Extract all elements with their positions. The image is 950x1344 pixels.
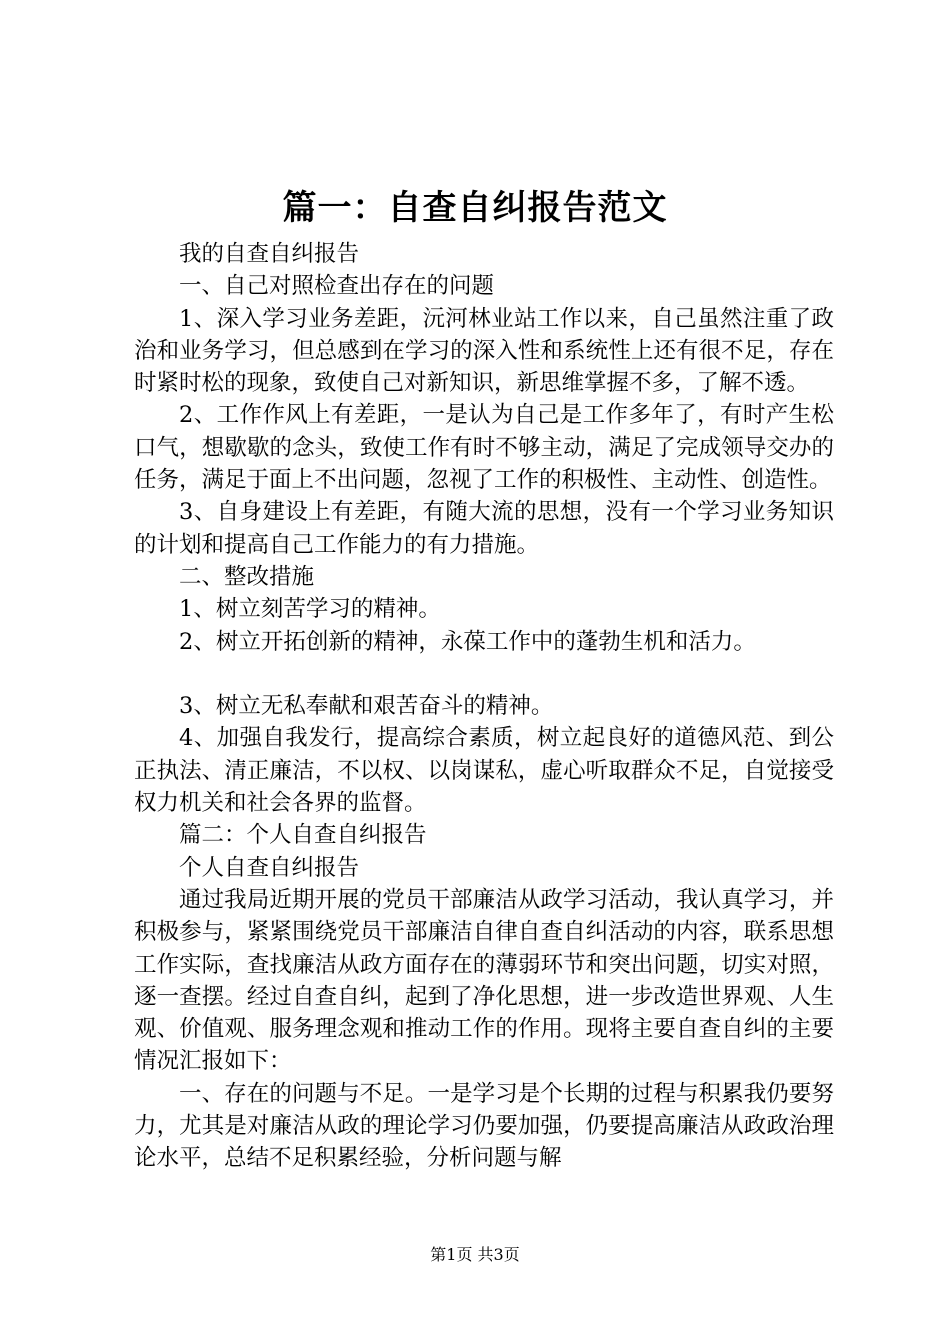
paragraph: 个人自查自纠报告 — [179, 854, 360, 881]
paragraph: 3、树立无私奉献和艰苦奋斗的精神。 — [179, 693, 554, 720]
paragraph: 1、深入学习业务差距，沅河林业站工作以来，自己虽然注重了政治和业务学习，但总感到在学习的深入性和系统性上还有很不足，存在时紧时松的现象，致使自己对新知识，新思维掌握不多，了解不透。 — [134, 305, 834, 397]
document-title: 篇一：自查自纠报告范文 — [282, 188, 668, 228]
page-number-footer: 第1页 共3页 — [430, 1245, 520, 1264]
paragraph: 二、整改措施 — [179, 563, 315, 590]
paragraph: 2、树立开拓创新的精神，永葆工作中的蓬勃生机和活力。 — [179, 628, 756, 655]
document-body — [134, 238, 834, 1175]
paragraph: 篇二：个人自查自纠报告 — [179, 822, 427, 849]
paragraph: 4、加强自我发行，提高综合素质，树立起良好的道德风范、到公正执法、清正廉洁，不以权、以岗谋私，虚心听取群众不足，自觉接受权力机关和社会各界的监督。 — [134, 725, 834, 817]
paragraph: 一、自己对照检查出存在的问题 — [179, 273, 495, 300]
paragraph: 3、自身建设上有差距，有随大流的思想，没有一个学习业务知识的计划和提高自己工作能力的有力措施。 — [134, 499, 834, 558]
paragraph: 一、存在的问题与不足。一是学习是个长期的过程与积累我仍要努力，尤其是对廉洁从政的理论学习仍要加强，仍要提高廉洁从政政治理论水平，总结不足积累经验，分析问题与解 — [134, 1080, 834, 1172]
paragraph: 我的自查自纠报告 — [179, 241, 360, 267]
paragraph: 2、工作作风上有差距，一是认为自己是工作多年了，有时产生松口气，想歇歇的念头，致使工作有时不够主动，满足了完成领导交办的任务，满足于面上不出问题，忽视了工作的积极性、主动性、创造性。 — [134, 402, 834, 494]
paragraph: 通过我局近期开展的党员干部廉洁从政学习活动，我认真学习，并积极参与，紧紧围绕党员干部廉洁自律自查自纠活动的内容，联系思想工作实际，查找廉洁从政方面存在的薄弱环节和突出问题，切实对照，逐一查摆。经过自查自纠，起到了净化思想，进一步改造世界观、人生观、价值观、服务理念观和推动工作的作用。现将主要自查自纠的主要情况汇报如下： — [134, 886, 834, 1075]
paragraph: 1、树立刻苦学习的精神。 — [179, 596, 441, 623]
